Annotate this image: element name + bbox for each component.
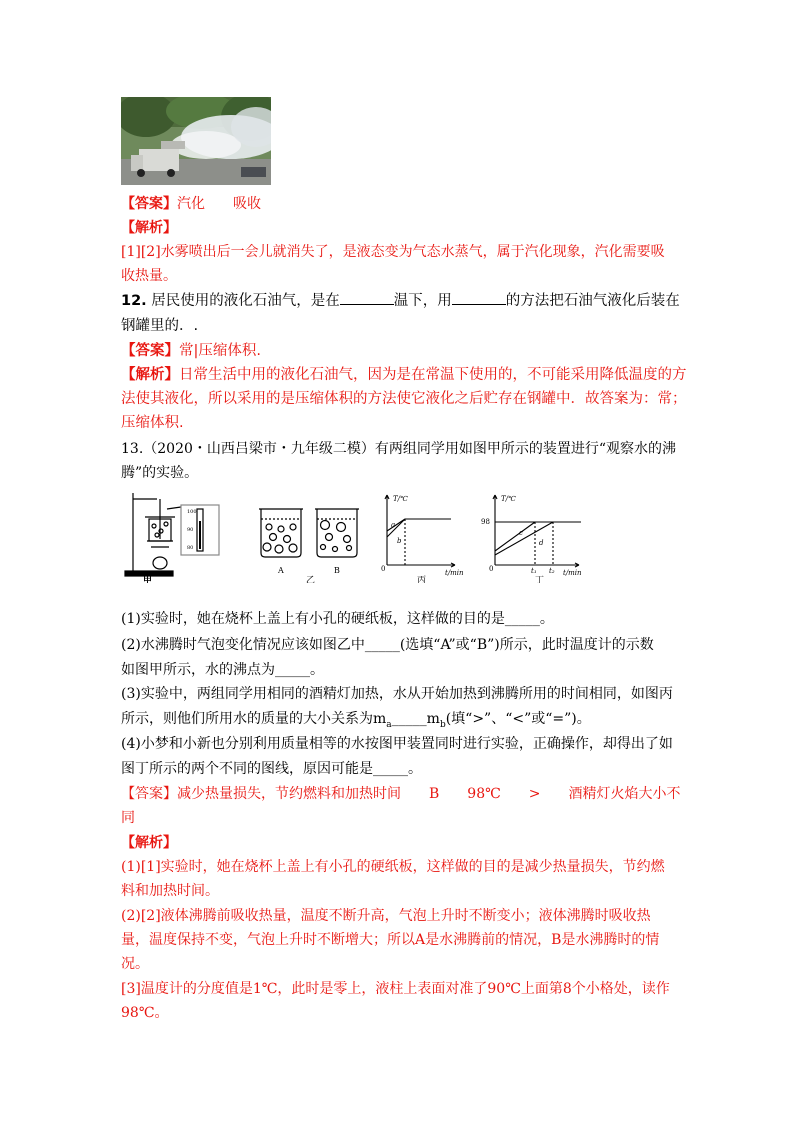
answer-label: 【答案】	[121, 343, 179, 359]
analysis-text: 日常生活中用的液化石油气，因为是在常温下使用的，不可能采用降低温度的方	[179, 367, 687, 383]
figure-bing-graph	[385, 495, 455, 567]
q3-text-mid: _____m	[391, 711, 440, 727]
origin-label: 0	[381, 565, 386, 573]
q13-stem-line-1: 13.（2020・山西吕梁市・九年级二模）有两组同学用如图甲所示的装置进行“观察水的沸	[121, 441, 677, 457]
q12-analysis-line-2: 法使其液化，所以采用的是压缩体积的方法使它液化之后贮存在钢罐中．故答案为：常；	[121, 391, 687, 407]
question-number: 12.	[121, 293, 147, 309]
q12-stem-line-1	[121, 292, 680, 310]
q11-answer	[121, 195, 261, 213]
q13-subq-3-line-1: (3)实验中，两组同学用相同的酒精灯加热，水从开始加热到沸腾所用的时间相同，如图丙	[121, 686, 673, 702]
subscript-b: b	[439, 719, 446, 730]
label-jia: 甲	[143, 576, 153, 583]
q13-subq-4-line-1: (4)小梦和小新也分别利用质量相等的水按图甲装置同时进行实验，正确操作，却得出了如	[121, 736, 673, 752]
axis-label-time-ding: t/min	[563, 569, 582, 577]
q12-stem-line-2: 钢罐里的．.	[121, 318, 199, 334]
tick-t1: t₁	[531, 567, 537, 575]
axis-label-t-ding: T/℃	[501, 495, 516, 503]
q13-analysis-2-line-1: (2)[2]液体沸腾前吸收热量，温度不断升高，气泡上升时不断变小；液体沸腾时吸收热	[121, 908, 651, 924]
q12-stem-b: 温下，用	[393, 293, 452, 309]
q13-analysis-1-line-1: (1)[1]实验时，她在烧杯上盖上有小孔的硬纸板，这样做的目的是减少热量损失，节约燃	[121, 859, 665, 875]
q13-subq-3-line-2	[121, 710, 591, 734]
q11-analysis-line-2: 收热量。	[121, 268, 177, 284]
subscript-a: a	[386, 719, 392, 730]
q12-stem-c: 的方法把石油气液化后装在	[505, 293, 680, 309]
q13-stem-line-2: 腾”的实验。	[121, 465, 199, 481]
q12-stem-a: 居民使用的液化石油气，是在	[146, 293, 340, 309]
figure-yi-beaker-b	[315, 509, 359, 557]
q13-analysis-3-line-1: [3]温度计的分度值是1℃，此时是零上，液柱上表面对准了90℃上面第8个小格处，读作	[121, 981, 670, 997]
label-bing: 丙	[417, 576, 427, 583]
svg-text:90: 90	[187, 527, 194, 533]
q13-analysis-3-line-2: 98℃。	[121, 1005, 169, 1021]
q11-analysis-label: 【解析】	[121, 220, 177, 236]
q13-analysis-label: 【解析】	[121, 835, 177, 851]
label-beaker-b: B	[334, 566, 340, 575]
q13-subq-1: (1)实验时，她在烧杯上盖上有小孔的硬纸板，这样做的目的是_____。	[121, 611, 554, 627]
q13-analysis-1-line-2: 料和加热时间。	[121, 883, 219, 899]
q13-figures	[121, 491, 601, 583]
line-label-b: b	[397, 537, 402, 545]
answer-text: 常|压缩体积.	[179, 343, 261, 359]
axis-label-time: t/min	[445, 569, 464, 577]
answer-blank[interactable]	[340, 304, 394, 305]
svg-text:100: 100	[187, 509, 197, 515]
q13-subq-2-line-1: (2)水沸腾时气泡变化情况应该如图乙中_____(选填“A”或“B”)所示，此时温度计的示数	[121, 637, 654, 653]
q13-subq-2-line-2: 如图甲所示，水的沸点为_____。	[121, 662, 324, 678]
figure-yi-beaker-a	[259, 509, 303, 557]
label-yi: 乙	[306, 576, 316, 583]
line-label-d: d	[539, 539, 544, 547]
q13-answer-line-1: 【答案】减少热量损失，节约燃料和加热时间 B 98℃ > 酒精灯火焰大小不	[121, 786, 681, 802]
figure-ding-graph	[493, 495, 581, 567]
label-beaker-a: A	[278, 566, 284, 575]
line-label-a: a	[391, 521, 396, 529]
q3-text-a: 所示，则他们所用水的质量的大小关系为m	[121, 711, 387, 727]
temp-98-label: 98	[481, 518, 490, 526]
q11-analysis-line-1: [1][2]水雾喷出后一会儿就消失了，是液态变为气态水蒸气，属于汽化现象，汽化需要吸	[121, 244, 665, 260]
origin-label-ding: 0	[489, 565, 494, 573]
q12-answer	[121, 342, 261, 360]
q13-analysis-2-line-3: 况。	[121, 956, 149, 972]
q13-subq-4-line-2: 图丁所示的两个不同的图线，原因可能是_____。	[121, 761, 422, 777]
axis-label-t: T/℃	[393, 495, 408, 503]
line-label-c: c	[519, 529, 523, 537]
answer-label: 【答案】	[121, 196, 177, 212]
q3-text-end: (填“>”、“<”或“=”)。	[445, 711, 591, 727]
tick-t2: t₂	[549, 567, 555, 575]
fog-cannon-truck-photo	[121, 97, 271, 185]
q12-analysis-line-1	[121, 366, 687, 384]
q12-analysis-line-3: 压缩体积.	[121, 415, 184, 431]
q13-analysis-2-line-2: 量，温度保持不变，气泡上升时不断增大；所以A是水沸腾前的情况，B是水沸腾时的情	[121, 932, 660, 948]
q13-answer-line-2: 同	[121, 810, 135, 826]
label-ding: 丁	[535, 576, 545, 583]
analysis-label: 【解析】	[121, 367, 179, 383]
svg-text:80: 80	[187, 545, 194, 551]
answer-blank[interactable]	[452, 304, 506, 305]
figure-jia-apparatus	[125, 493, 219, 576]
answer-text: 汽化 吸收	[177, 196, 261, 212]
